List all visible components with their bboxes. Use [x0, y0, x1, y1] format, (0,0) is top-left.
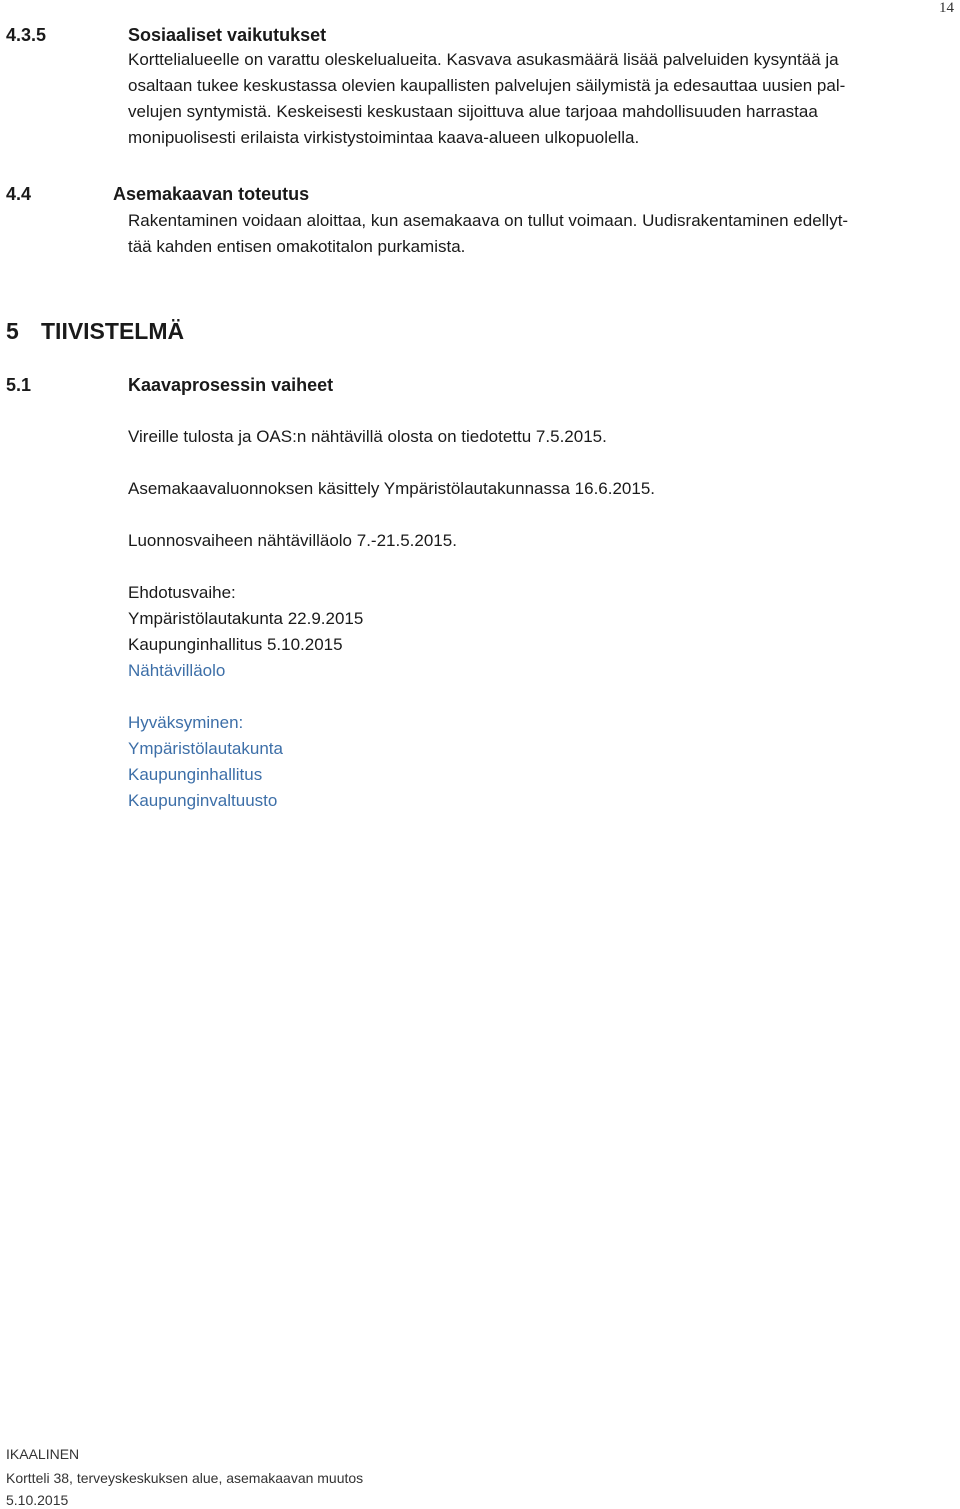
section-4-4-title: Asemakaavan toteutus — [113, 184, 310, 204]
section-4-4-line: Rakentaminen voidaan aloittaa, kun asemakaava on tullut voimaan. Uudisrakentaminen edellyt- — [128, 211, 849, 230]
section-5-1-number: 5.1 — [6, 375, 32, 395]
hyvaksyminen-item: Kaupunginvaltuusto — [128, 791, 278, 810]
hyvaksyminen-item: Kaupunginhallitus — [128, 765, 263, 784]
ehdotus-item: Kaupunginhallitus 5.10.2015 — [128, 635, 343, 654]
process-step: Asemakaavaluonnoksen käsittely Ympäristölautakunnassa 16.6.2015. — [128, 479, 656, 498]
section-4-3-5-number: 4.3.5 — [6, 25, 47, 45]
section-4-3-5-body — [128, 47, 845, 151]
section-4-4-line: tää kahden entisen omakotitalon purkamista. — [128, 237, 466, 256]
process-step: Luonnosvaiheen nähtävilläolo 7.-21.5.2015. — [128, 531, 457, 550]
hyvaksyminen-item: Ympäristölautakunta — [128, 739, 283, 758]
section-4-4-number: 4.4 — [6, 184, 32, 204]
ehdotus-item: Ympäristölautakunta 22.9.2015 — [128, 609, 364, 628]
section-4-3-5-line: osaltaan tukee keskustassa olevien kaupallisten palvelujen säilymistä ja edesauttaa uusien pal- — [128, 76, 846, 95]
ehdotus-item-pending: Nähtävilläolo — [128, 661, 226, 680]
footer-municipality: IKAALINEN — [6, 1446, 80, 1462]
section-4-3-5-line: Korttelialueelle on varattu oleskelualueita. Kasvava asukasmäärä lisää palveluiden kysyntää ja — [128, 50, 839, 69]
ehdotus-heading: Ehdotusvaihe: — [128, 583, 236, 602]
chapter-5-number: 5 — [6, 318, 19, 344]
process-step: Vireille tulosta ja OAS:n nähtävillä olosta on tiedotettu 7.5.2015. — [128, 427, 607, 446]
section-4-3-5-line: velujen syntymistä. Keskeisesti keskustaan sijoittuva alue tarjoaa mahdollisuuden harrastaa — [128, 102, 818, 121]
footer-date: 5.10.2015 — [6, 1492, 69, 1508]
chapter-5-title: TIIVISTELMÄ — [41, 318, 185, 344]
hyvaksyminen-heading: Hyväksyminen: — [128, 713, 244, 732]
footer-document-title: Kortteli 38, terveyskeskuksen alue, asemakaavan muutos — [6, 1470, 364, 1486]
page-number: 14 — [939, 0, 954, 16]
section-4-3-5-line: monipuolisesti erilaista virkistystoimintaa kaava-alueen ulkopuolella. — [128, 128, 640, 147]
section-4-4-body — [128, 208, 848, 260]
section-4-3-5-title: Sosiaaliset vaikutukset — [128, 25, 327, 45]
section-5-1-title: Kaavaprosessin vaiheet — [128, 375, 334, 395]
